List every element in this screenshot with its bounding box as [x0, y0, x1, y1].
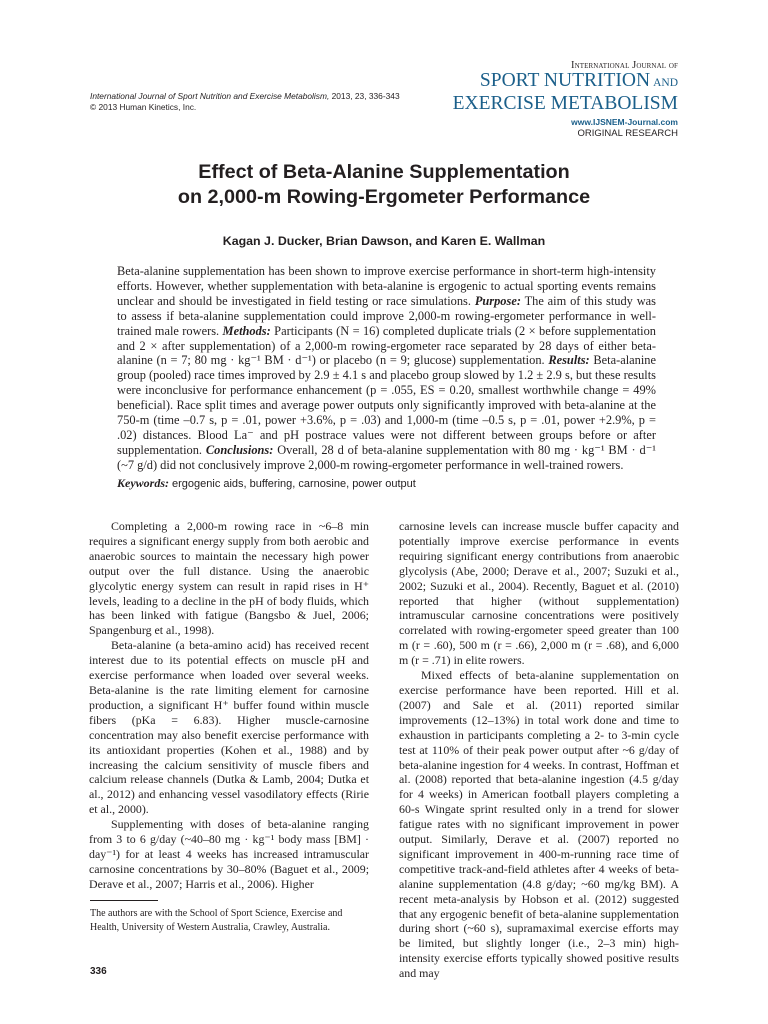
masthead-line3: EXERCISE METABOLISM [452, 93, 678, 114]
masthead-and: AND [653, 77, 678, 89]
journal-url[interactable]: www.IJSNEM-Journal.com [571, 117, 678, 127]
article-title [90, 160, 678, 210]
abstract-conclusions-label: Conclusions: [205, 442, 274, 457]
abstract-intro: Beta-alanine supplementation has been shown to improve exercise performance in short-term high-intensity efforts. However, whether supplementation with beta-alanine is ergogenic to actual sporting events remains unclear and should be investigated in field testing or race simulations. [117, 264, 656, 308]
copyright-line: © 2013 Human Kinetics, Inc. [90, 102, 197, 112]
article-citation [90, 91, 400, 113]
abstract-results: Beta-alanine group (pooled) race times improved by 2.9 ± 4.1 s and placebo group slowed by 1.2 ± 2.9 s, but these results were inconclusive for performance enhancement (p = .055, ES = 0.20, smallest worthwhile change = 49% beneficial). Race split times and average power outputs only significantly improved with beta-alanine at the 750-m (time –0.7 s, p = .01, power +3.6%, p = .03) and 1,000-m (time –0.5 s, p = .01, power +2.9%, p = .02) distances. Blood La⁻ and pH postrace values were not different between groups before or after supplementation. [117, 353, 656, 457]
author-affiliation-footnote: The authors are with the School of Sport Science, Exercise and Health, University of Western Australia, Crawley, Australia. [90, 908, 343, 933]
paragraph: Beta-alanine (a beta-amino acid) has received recent interest due to its potential effects on muscle pH and exercise performance when loaded over several weeks. Beta-alanine is the rate limiting element for carnosine production, a significant H⁺ buffer found within muscle fibers (pKa = 6.83). Higher muscle-carnosine concentration may also benefit exercise performance with its antioxidant properties (Kohen et al., 1988) and by increasing the calcium sensitivity of muscle fibers and calcium release channels (Dutka & Lamb, 2004; Dutka et al., 2012) and enhancing vessel vasodilatory effects (Ririe et al., 2000). [89, 638, 369, 817]
keywords-label: Keywords: [117, 476, 169, 490]
paragraph: Mixed effects of beta-alanine supplementation on exercise performance have been reported. Hill et al. (2007) and Sale et al. (2011) reported similar improvements (12–13%) in total work done and time to exhaustion in participants completing a 2- to 3-min cycle test at 110% of their peak power output after ~6 g/day of beta-alanine ingestion for 4 weeks. In contrast, Hoffman et al. (2008) reported that beta-alanine ingestion (4.5 g/day for 4 weeks) in American football players completing a 60-s Wingate sprint resulted only in a trend for slower fatigue rates with no significant improvement in power output. Similarly, Derave et al. (2007) reported no significant improvement in 400-m-running race time of competitive track-and-field athletes after 4 weeks of beta-alanine supplementation (4.8 g/day; ~60 mg/kg BM). A recent meta-analysis by Hobson et al. (2012) suggested that any ergogenic benefit of beta-alanine supplementation during short (~60 s), supramaximal exercise efforts may be limited, but slightly longer (i.e., 2–3 min) high-intensity exercise efforts typically showed positive results and may [399, 668, 679, 981]
abstract-conclusions: Overall, 28 d of beta-alanine supplementation with 80 mg · kg⁻¹ BM · d⁻¹ (~7 g/d) did not conclusively improve 2,000-m rowing-ergometer performance in well-trained rowers. [117, 442, 656, 472]
abstract [117, 264, 656, 473]
title-line2: on 2,000-m Rowing-Ergometer Performance [177, 186, 591, 208]
masthead-line2 [418, 71, 678, 93]
volume-pages: 2013, 23, 336-343 [329, 91, 400, 101]
abstract-methods-label: Methods: [222, 323, 271, 338]
article-type: ORIGINAL RESEARCH [577, 128, 678, 139]
author-list: Kagan J. Ducker, Brian Dawson, and Karen E. Wallman [222, 234, 546, 248]
title-line1: Effect of Beta-Alanine Supplementation [198, 161, 570, 183]
footnote-divider [90, 900, 158, 901]
masthead-sport-nutrition: SPORT NUTRITION [479, 70, 651, 91]
abstract-purpose-label: Purpose: [474, 293, 521, 308]
keywords-text: ergogenic aids, buffering, carnosine, power output [172, 478, 416, 490]
body-column-right [399, 519, 679, 981]
journal-citation: International Journal of Sport Nutrition and Exercise Metabolism, [90, 91, 330, 101]
abstract-methods: Participants (N = 16) completed duplicate trials (2 × before supplementation and 2 × after supplementation) of a 2,000-m rowing-ergometer race separated by 28 days of either beta-alanine (n = 7; 80 mg · kg⁻¹ BM · d⁻¹) or placebo (n = 9; glucose) supplementation. [117, 323, 656, 368]
abstract-purpose: The aim of this study was to assess if beta-alanine supplementation could improve 2,000-m rowing-ergometer performance in well-trained male rowers. [117, 293, 656, 338]
keywords [117, 476, 656, 491]
masthead-line1: International Journal of [570, 60, 678, 71]
journal-masthead [418, 60, 678, 140]
paragraph: carnosine levels can increase muscle buffer capacity and potentially improve exercise performance in events requiring significant energy contributions from anaerobic glycolysis (Abe, 2000; Derave et al., 2007; Suzuki et al., 2002; Suzuki et al., 2004). Recently, Baguet et al. (2010) reported that higher (without supplementation) intramuscular carnosine concentrations were positively correlated with rowing-ergometer speed greater than 100 m (r = .60), 500 m (r = .66), 2,000 m (r = .68), and 6,000 m (r = .71) in elite rowers. [399, 519, 679, 668]
abstract-results-label: Results: [548, 353, 590, 368]
paragraph: Completing a 2,000-m rowing race in ~6–8 min requires a significant energy supply from both aerobic and anaerobic sources to maintain the necessary high power output over the full distance. Using the anaerobic glycolytic energy system can result in rapid rises in H⁺ levels, leading to a decline in the pH of body fluids, which has been linked with fatigue (Bangsbo & Juel, 2006; Spangenburg et al., 1998). [89, 519, 369, 638]
page-number: 336 [90, 966, 107, 977]
body-column-left [89, 519, 369, 892]
paragraph: Supplementing with doses of beta-alanine ranging from 3 to 6 g/day (~40–80 mg · kg⁻¹ body mass [BM] · day⁻¹) for at least 4 weeks has increased intramuscular carnosine concentrations by 30–80% (Baguet et al., 2009; Derave et al., 2007; Harris et al., 2006). Higher [89, 817, 369, 891]
